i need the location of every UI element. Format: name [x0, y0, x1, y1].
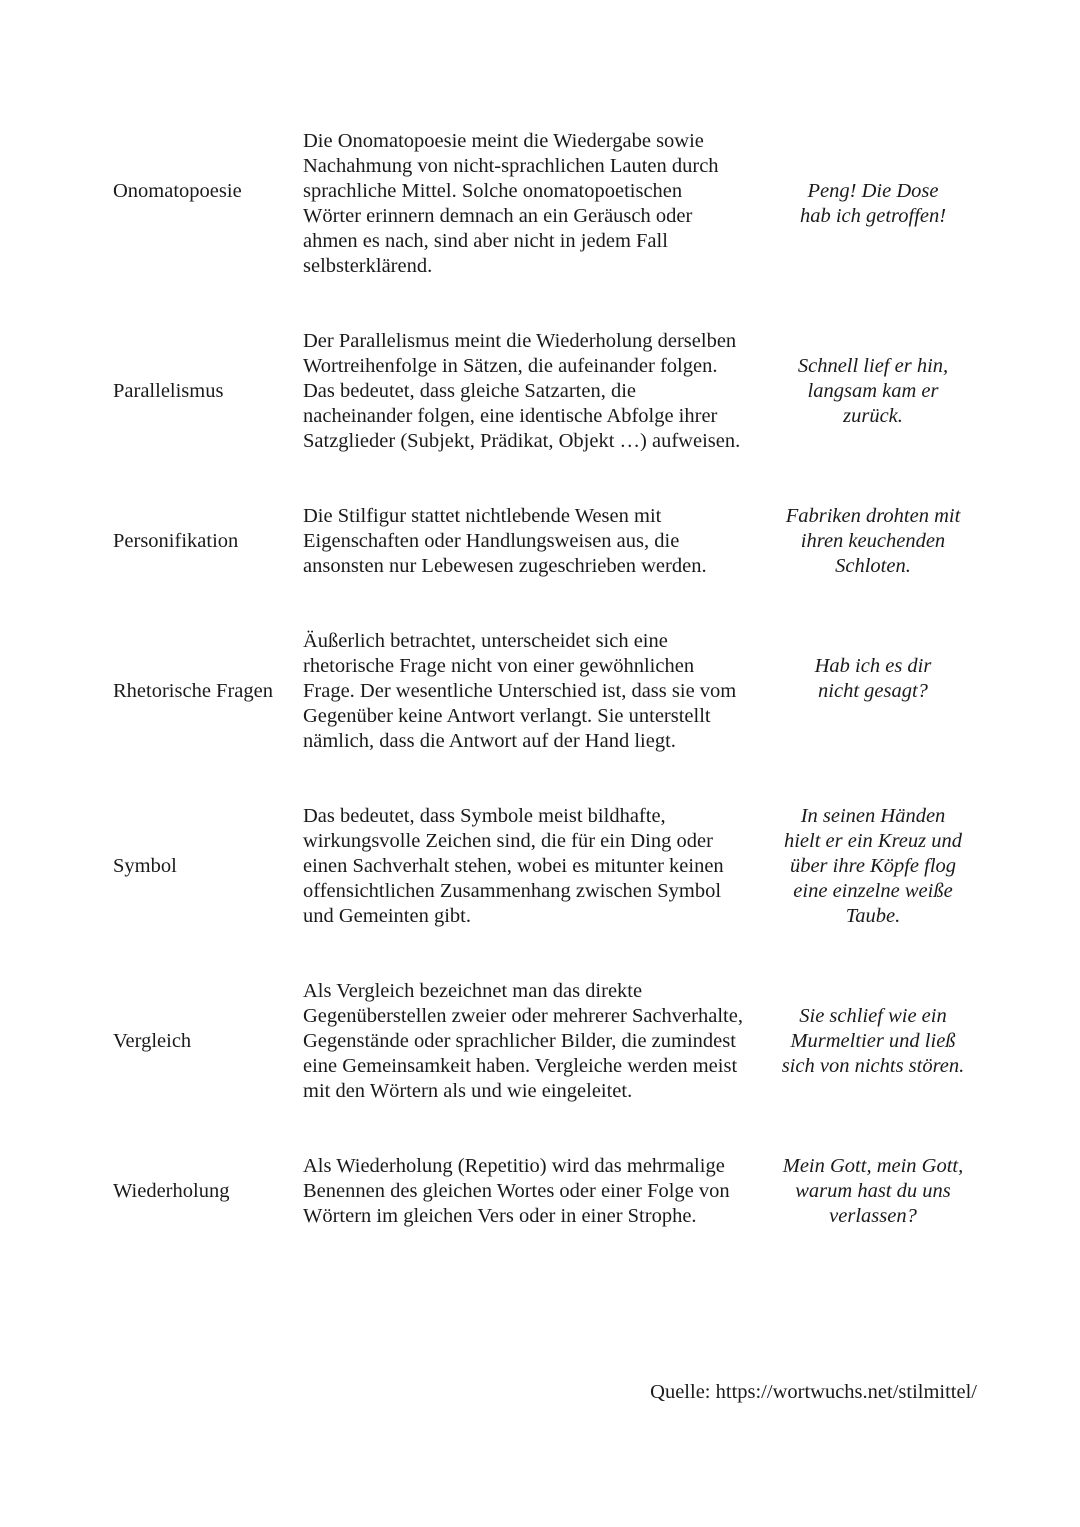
entry-wiederholung [0, 1154, 1080, 1230]
entry-example: Peng! Die Dose hab ich getroffen! [799, 180, 947, 227]
entry-description: Der Parallelismus meint die Wiederholung derselben Wortreihenfolge in Sätzen, die aufeinander folgen. Das bedeutet, dass gleiche Satzarten, die nacheinander folgen, eine identische Abfolge ihrer Satzglieder (Subjekt, Prädikat, Objekt …) aufweisen. [303, 330, 741, 452]
entry-symbol [0, 804, 1080, 930]
entry-description: Als Wiederholung (Repetitio) wird das mehrmalige Benennen des gleichen Wortes oder einer Folge von Wörtern im gleichen Vers oder in einer Strophe. [303, 1155, 730, 1227]
entry-description: Die Stilfigur stattet nichtlebende Wesen mit Eigenschaften oder Handlungsweisen aus, die ansonsten nur Lebewesen zugeschrieben werden. [303, 505, 707, 577]
entry-description: Äußerlich betrachtet, unterscheidet sich eine rhetorische Frage nicht von einer gewöhnlichen Frage. Der wesentliche Unterschied ist, dass sie vom Gegenüber keine Antwort verlangt. Sie unterstellt nämlich, dass die Antwort auf der Hand liegt. [303, 630, 737, 752]
entry-term: Parallelismus [113, 380, 224, 402]
entry-description: Als Vergleich bezeichnet man das direkte Gegenüberstellen zweier oder mehrerer Sachverhalte, Gegenstände oder sprachlicher Bilder, die zumindest eine Gemeinsamkeit haben. Vergleiche werden meist mit den Wörtern als und wie eingeleitet. [303, 980, 743, 1102]
entry-example: Hab ich es dir nicht gesagt? [814, 655, 932, 702]
entry-example: Mein Gott, mein Gott, warum hast du uns verlassen? [782, 1155, 964, 1227]
entry-example: In seinen Händen hielt er ein Kreuz und über ihre Köpfe flog eine einzelne weiße Taube. [783, 805, 963, 927]
entry-onomatopoesie [0, 129, 1080, 281]
source-citation: Quelle: https://wortwuchs.net/stilmittel/ [650, 1381, 977, 1403]
entry-rhetorische-fragen [0, 629, 1080, 755]
entry-term: Vergleich [113, 1030, 192, 1052]
entry-vergleich [0, 979, 1080, 1105]
entry-term: Personifikation [113, 530, 239, 552]
entry-description: Die Onomatopoesie meint die Wiedergabe sowie Nachahmung von nicht-sprachlichen Lauten durch sprachliche Mittel. Solche onomatopoetischen Wörter erinnern demnach an ein Geräusch oder ahmen es nach, sind aber nicht in jedem Fall selbsterklärend. [303, 130, 719, 277]
entry-parallelismus [0, 329, 1080, 455]
entry-example: Fabriken drohten mit ihren keuchenden Schloten. [785, 505, 961, 577]
entry-term: Symbol [113, 855, 177, 877]
entry-term: Onomatopoesie [113, 180, 242, 202]
entry-example: Sie schlief wie ein Murmeltier und ließ sich von nichts stören. [781, 1005, 965, 1077]
entry-example: Schnell lief er hin, langsam kam er zurück. [797, 355, 949, 427]
entry-term: Wiederholung [113, 1180, 230, 1202]
entry-term: Rhetorische Fragen [113, 680, 273, 702]
entry-description: Das bedeutet, dass Symbole meist bildhafte, wirkungsvolle Zeichen sind, die für ein Ding oder einen Sachverhalt stehen, wobei es mitunter keinen offensichtlichen Zusammenhang zwischen Symbol und Gemeinten gibt. [303, 805, 724, 927]
entry-personifikation [0, 504, 1080, 580]
